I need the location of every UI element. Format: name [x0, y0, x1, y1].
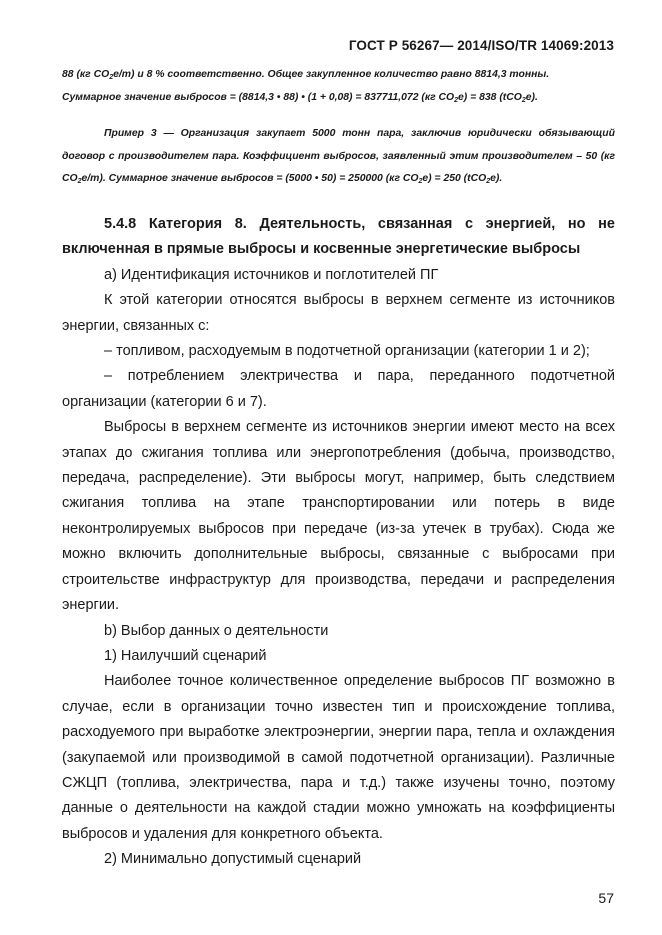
section-body [62, 212, 615, 873]
page-number: 57 [598, 890, 614, 906]
example-3 [62, 123, 615, 191]
paragraph-1: К этой категории относятся выбросы в верхнем сегменте из источников энергии, связанных с: [62, 292, 615, 334]
dash-item-2: – потреблением электричества и пара, переданного подотчетной организации (категории 6 и 7). [62, 368, 615, 410]
example-tail-line2: Суммарное значение выбросов = (8814,3 • 88) • (1 + 0,08) = 837711,072 (кг $CO_2e) = 838$ (tCO$_2$e). [62, 91, 538, 104]
page-header: ГОСТ Р 56267— 2014/ISO/TR 14069:2013 [348, 38, 614, 53]
example-tail-line1: 88 (кг $CO_2e/т$) и 8 % соответственно. Общее закупленное количество равно 8814,3 тонны. [62, 69, 550, 81]
paragraph-3: Наиболее точное количественное определение выбросов ПГ возможно в случае, если в организации точно известен тип и происхождение топлива, расходуемого при выработке электроэнергии, энергии пара, тепла и охлаждения (закупаемой или производимой в самой подотчетной организации). Различные СЖЦП (топлива, электричества, пара и т.д.) также изучены точно, поэтому данные о деятельности на каждой стадии можно умножать на коэффициенты выбросов и удаления для конкретного объекта. [62, 673, 615, 842]
example-3-text: Пример 3 — Организация закупает 5000 тонн пара, заключив юридически обязывающий договор с производителем пара. Коэффициент выбросов, заявленный этим производителем – 50 (кг $CO_2e/т$). Суммарное значение выбросов = (5000 • 50) = 250000 (кг $CO_2e) = 250$ (tCO$_2$e). [62, 128, 615, 185]
list-item-b: b) Выбор данных о деятельности [104, 622, 329, 639]
paragraph-2: Выбросы в верхнем сегменте из источников энергии имеют место на всех этапах до сжигания топлива или энергопотребления (добыча, производство, передача, распределение). Эти выбросы могут, например, быть следствием сжигания топлива на этапе транспортировании или потерь в виде неконтролируемых выбросов при передаче (из-за утечек в трубах). Сюда же можно включить дополнительные выбросы, связанные с выбросами при строительстве инфраструктур для производства, передачи и распределения энергии. [62, 419, 615, 614]
section-heading: 5.4.8 Категория 8. Деятельность, связанная с энергией, но не включенная в прямые выбросы и косвенные энергетические выбросы [62, 216, 615, 258]
example-tail [62, 64, 615, 109]
list-item-2: 2) Минимально допустимый сценарий [104, 851, 362, 868]
list-item-a: а) Идентификация источников и поглотителей ПГ [104, 266, 439, 283]
list-item-1: 1) Наилучший сценарий [104, 647, 267, 664]
dash-item-1: – топливом, расходуемым в подотчетной организации (категории 1 и 2); [104, 343, 590, 360]
